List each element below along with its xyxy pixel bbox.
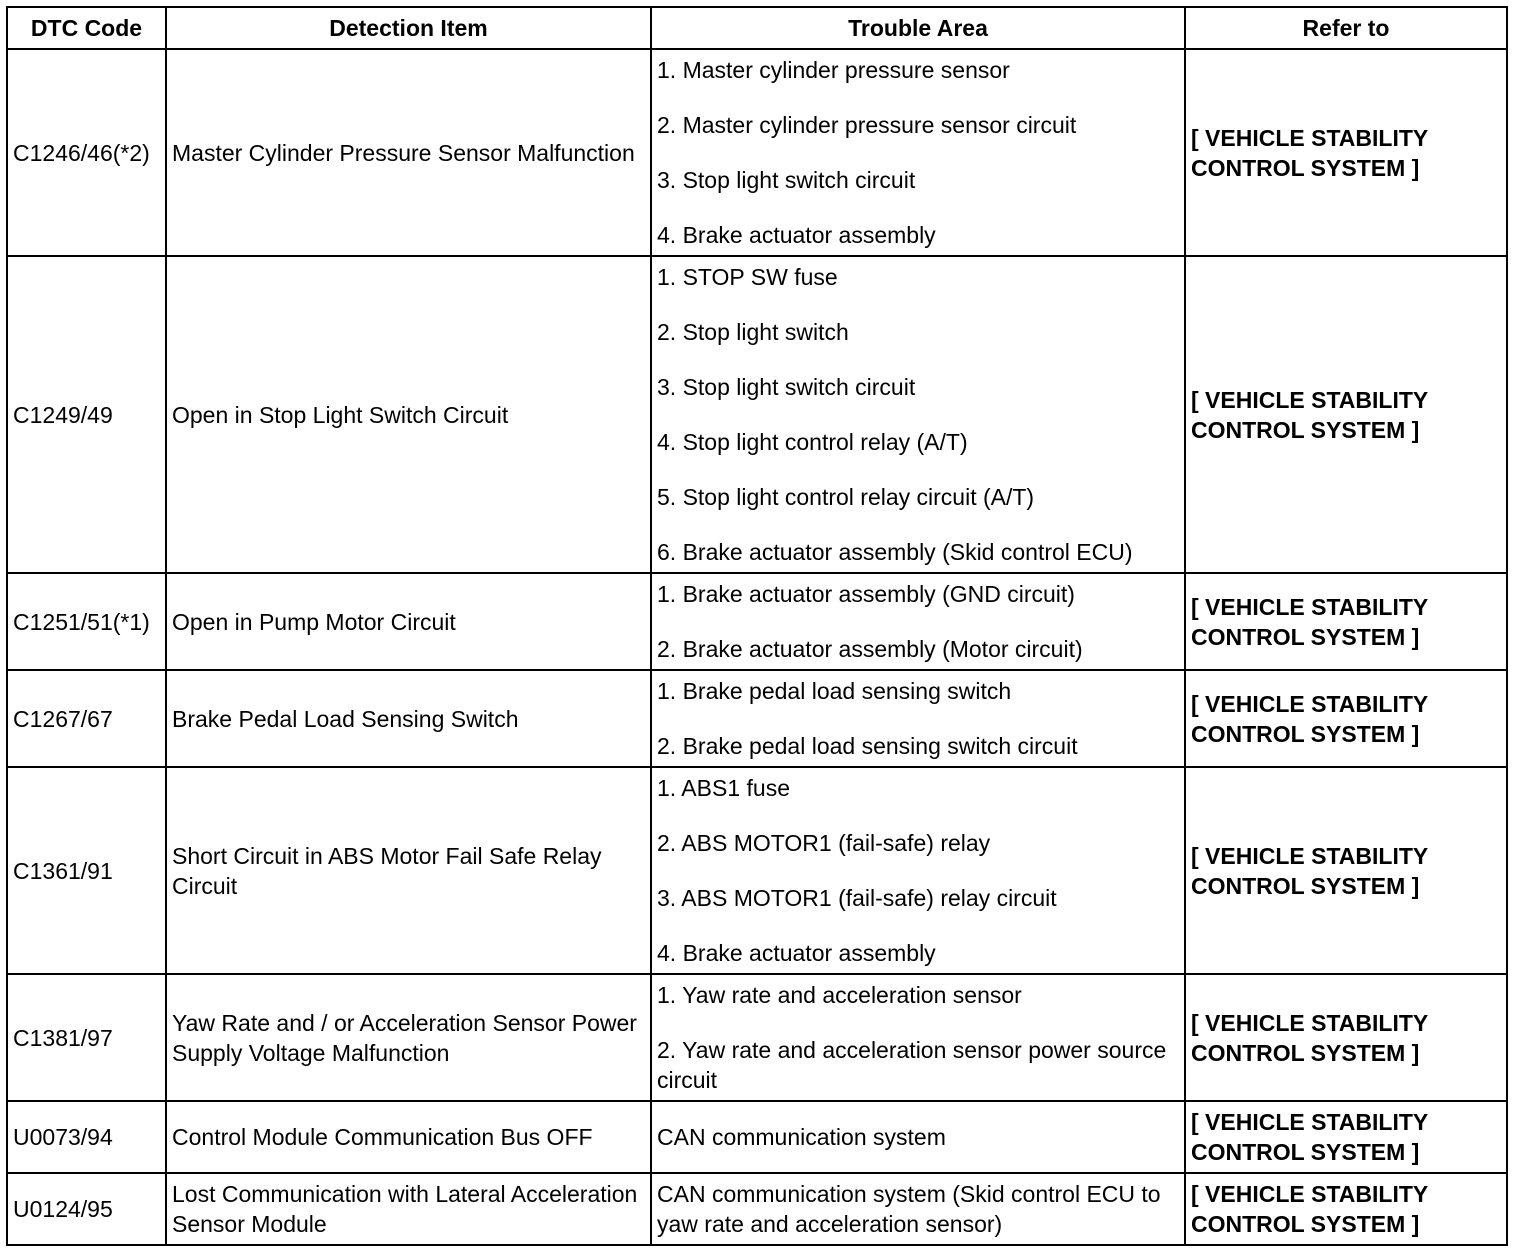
refer-to: [ VEHICLE STABILITY CONTROL SYSTEM ] [1185, 49, 1507, 256]
detection-item: Lost Communication with Lateral Acceleration Sensor Module [166, 1173, 651, 1245]
dtc-code: C1267/67 [7, 670, 166, 767]
trouble-item: 2. Brake actuator assembly (Motor circuit) [657, 636, 1083, 662]
dtc-code: C1249/49 [7, 256, 166, 573]
header-dtc-code: DTC Code [7, 7, 166, 49]
refer-to: [ VEHICLE STABILITY CONTROL SYSTEM ] [1185, 256, 1507, 573]
trouble-item: CAN communication system [657, 1124, 946, 1150]
header-row [7, 7, 1507, 49]
trouble-area [651, 767, 1185, 974]
trouble-area [651, 1101, 1185, 1173]
trouble-item: 6. Brake actuator assembly (Skid control ECU) [657, 539, 1133, 565]
trouble-item: 1. Brake pedal load sensing switch [657, 678, 1012, 704]
trouble-item: 2. Stop light switch [657, 319, 849, 345]
trouble-item: 2. Yaw rate and acceleration sensor power source circuit [657, 1037, 1167, 1093]
table-row [7, 767, 1507, 974]
dtc-code: U0073/94 [7, 1101, 166, 1173]
detection-item: Master Cylinder Pressure Sensor Malfunction [166, 49, 651, 256]
trouble-item: 4. Stop light control relay (A/T) [657, 429, 968, 455]
table-row [7, 974, 1507, 1101]
trouble-item: 3. Stop light switch circuit [657, 167, 916, 193]
trouble-item: 1. ABS1 fuse [657, 775, 790, 801]
refer-to: [ VEHICLE STABILITY CONTROL SYSTEM ] [1185, 1101, 1507, 1173]
trouble-item: 1. STOP SW fuse [657, 264, 838, 290]
trouble-area [651, 1173, 1185, 1245]
dtc-code: U0124/95 [7, 1173, 166, 1245]
trouble-area [651, 974, 1185, 1101]
refer-to: [ VEHICLE STABILITY CONTROL SYSTEM ] [1185, 767, 1507, 974]
trouble-area [651, 49, 1185, 256]
trouble-item: 3. Stop light switch circuit [657, 374, 916, 400]
trouble-item: 3. ABS MOTOR1 (fail-safe) relay circuit [657, 885, 1057, 911]
trouble-item: 1. Yaw rate and acceleration sensor [657, 982, 1022, 1008]
table-row [7, 1173, 1507, 1245]
table-row [7, 573, 1507, 670]
dtc-code: C1361/91 [7, 767, 166, 974]
header-detection-item: Detection Item [166, 7, 651, 49]
trouble-item: 1. Master cylinder pressure sensor [657, 57, 1010, 83]
table-row [7, 49, 1507, 256]
dtc-code: C1246/46(*2) [7, 49, 166, 256]
trouble-area [651, 573, 1185, 670]
trouble-item: 4. Brake actuator assembly [657, 940, 936, 966]
trouble-item: 2. ABS MOTOR1 (fail-safe) relay [657, 830, 991, 856]
refer-to: [ VEHICLE STABILITY CONTROL SYSTEM ] [1185, 573, 1507, 670]
table-row [7, 1101, 1507, 1173]
detection-item: Yaw Rate and / or Acceleration Sensor Power Supply Voltage Malfunction [166, 974, 651, 1101]
trouble-item: 2. Brake pedal load sensing switch circuit [657, 733, 1078, 759]
detection-item: Control Module Communication Bus OFF [166, 1101, 651, 1173]
trouble-item: 4. Brake actuator assembly [657, 222, 936, 248]
header-trouble-area: Trouble Area [651, 7, 1185, 49]
dtc-table [6, 6, 1508, 1246]
trouble-item: CAN communication system (Skid control ECU to yaw rate and acceleration sensor) [657, 1181, 1161, 1237]
refer-to: [ VEHICLE STABILITY CONTROL SYSTEM ] [1185, 974, 1507, 1101]
refer-to: [ VEHICLE STABILITY CONTROL SYSTEM ] [1185, 1173, 1507, 1245]
dtc-code: C1251/51(*1) [7, 573, 166, 670]
detection-item: Short Circuit in ABS Motor Fail Safe Relay Circuit [166, 767, 651, 974]
trouble-item: 1. Brake actuator assembly (GND circuit) [657, 581, 1075, 607]
table-row [7, 670, 1507, 767]
trouble-item: 5. Stop light control relay circuit (A/T) [657, 484, 1035, 510]
table-row [7, 256, 1507, 573]
detection-item: Open in Pump Motor Circuit [166, 573, 651, 670]
trouble-item: 2. Master cylinder pressure sensor circuit [657, 112, 1077, 138]
detection-item: Brake Pedal Load Sensing Switch [166, 670, 651, 767]
trouble-area [651, 670, 1185, 767]
header-refer-to: Refer to [1185, 7, 1507, 49]
dtc-code: C1381/97 [7, 974, 166, 1101]
detection-item: Open in Stop Light Switch Circuit [166, 256, 651, 573]
refer-to: [ VEHICLE STABILITY CONTROL SYSTEM ] [1185, 670, 1507, 767]
trouble-area [651, 256, 1185, 573]
